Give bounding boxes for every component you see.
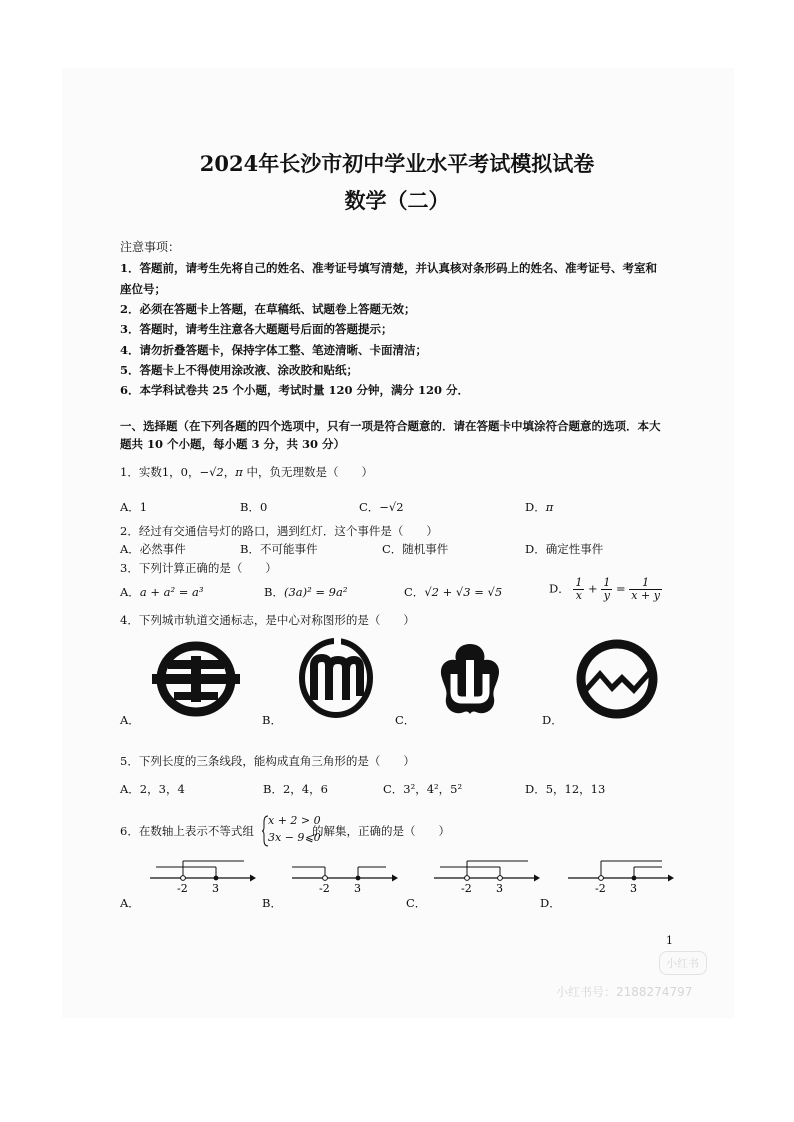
number-line-d xyxy=(564,858,674,894)
denominator: x + y xyxy=(631,589,660,602)
watermark-id: 小红书号：2188274797 xyxy=(556,985,693,999)
metro-logo-b-icon xyxy=(296,636,376,720)
tick-label: -2 xyxy=(595,882,606,894)
note-line: 3．答题时，请考生注意各大题题号后面的答题提示； xyxy=(120,322,393,336)
number-line-c xyxy=(430,858,540,894)
inequality-1: x + 2 > 0 xyxy=(268,814,321,827)
note-line: 2．必须在答题卡上答题，在草稿纸、试题卷上答题无效； xyxy=(120,302,416,316)
metro-logo-a-icon xyxy=(152,640,240,718)
numerator: 1 xyxy=(603,576,611,589)
tick-label: 3 xyxy=(630,882,637,894)
section-header: 题共 10 个小题，每小题 3 分，共 30 分） xyxy=(120,437,346,451)
option-b: B． xyxy=(262,896,282,910)
tick-label: 3 xyxy=(496,882,503,894)
tick-label: -2 xyxy=(177,882,188,894)
tick-label: -2 xyxy=(319,882,330,894)
stem-math: −√2 xyxy=(199,465,224,479)
option-b: B．2，4，6 xyxy=(263,782,328,796)
note-line: 4．请勿折叠答题卡，保持字体工整、笔迹清晰、卡面清洁； xyxy=(120,343,427,357)
exam-subtitle: 数学（二） xyxy=(344,188,450,213)
option-math: √2 + √3 = √5 xyxy=(424,585,503,599)
question-1-stem xyxy=(120,464,373,480)
fraction xyxy=(573,577,584,602)
option-math: π xyxy=(545,500,554,514)
notes-heading: 注意事项： xyxy=(120,240,181,254)
denominator: x xyxy=(575,589,582,602)
numerator: 1 xyxy=(575,576,583,589)
number-line-a xyxy=(146,858,256,894)
option-a: A．2，3，4 xyxy=(120,782,185,796)
note-line: 座位号； xyxy=(120,282,166,296)
option-d: D．5，12，13 xyxy=(525,782,606,796)
option-label: B． xyxy=(264,585,284,599)
option-c: C．随机事件 xyxy=(382,542,449,556)
operator: + xyxy=(588,581,598,596)
inequality-2: 3x − 9⩽0 xyxy=(268,831,321,844)
option-label: A． xyxy=(120,585,140,599)
number-line-b xyxy=(288,858,398,894)
question-2-stem: 2．经过有交通信号灯的路口，遇到红灯．这个事件是（ ） xyxy=(120,524,438,538)
exam-title: 2024年长沙市初中学业水平考试模拟试卷 xyxy=(199,151,595,176)
option-label: C． xyxy=(404,585,425,599)
option-a: A． xyxy=(120,896,140,910)
stem-math: π xyxy=(235,465,243,479)
fraction xyxy=(629,577,662,602)
option-a: A． xyxy=(120,713,140,727)
option-c: C． xyxy=(395,713,416,727)
stem-text: 中，负无理数是（ ） xyxy=(242,465,373,479)
option-d: D． xyxy=(540,896,561,910)
option-d: D． xyxy=(542,713,563,727)
option-b: B．不可能事件 xyxy=(240,542,318,556)
option-c xyxy=(404,584,502,600)
option-a xyxy=(120,584,204,600)
note-line: 1．答题前，请考生先将自己的姓名、准考证号填写清楚，并认真核对条形码上的姓名、准考证号、考室和 xyxy=(120,261,657,275)
fraction xyxy=(601,577,612,602)
option-a: A．1 xyxy=(120,500,148,514)
option-b: B．0 xyxy=(240,500,268,514)
option-b: B． xyxy=(262,713,282,727)
tick-label: -2 xyxy=(461,882,472,894)
option-d xyxy=(525,499,553,515)
question-3-stem: 3．下列计算正确的是（ ） xyxy=(120,561,277,575)
option-label: D． xyxy=(525,500,546,514)
question-4-stem: 4．下列城市轨道交通标志，是中心对称图形的是（ ） xyxy=(120,613,415,627)
tick-label: 3 xyxy=(354,882,361,894)
note-line: 5．答题卡上不得使用涂改液、涂改胶和贴纸； xyxy=(120,363,358,377)
option-b xyxy=(264,584,347,600)
stem-text: ， xyxy=(223,465,236,479)
page-number: 1 xyxy=(666,934,673,947)
question-6-stem-b: 的解集，正确的是（ ） xyxy=(312,824,450,838)
stem-text: 1．实数1，0， xyxy=(120,465,200,479)
option-c: C． xyxy=(406,896,427,910)
denominator: y xyxy=(603,589,610,602)
option-d xyxy=(549,577,662,602)
numerator: 1 xyxy=(629,577,662,590)
option-a: A．必然事件 xyxy=(120,542,186,556)
watermark-badge-text: 小红书 xyxy=(666,957,699,970)
option-c: C．3²，4²，5² xyxy=(383,782,463,796)
tick-label: 3 xyxy=(212,882,219,894)
question-6-stem-a: 6．在数轴上表示不等式组 xyxy=(120,824,254,838)
option-math: (3a)² = 9a² xyxy=(283,585,348,599)
question-5-stem: 5．下列长度的三条线段，能构成直角三角形的是（ ） xyxy=(120,754,415,768)
option-d: D．确定性事件 xyxy=(525,542,604,556)
option-math: a + a² = a³ xyxy=(139,585,204,599)
option-c: C．−√2 xyxy=(359,500,404,514)
operator: = xyxy=(616,581,626,596)
metro-logo-d-icon xyxy=(574,638,660,720)
section-header: 一、选择题（在下列各题的四个选项中，只有一项是符合题意的．请在答题卡中填涂符合题意的选项．本大 xyxy=(120,419,661,433)
option-label: D． xyxy=(549,581,570,596)
metro-logo-c-icon xyxy=(436,640,504,718)
note-line: 6．本学科试卷共 25 个小题，考试时量 120 分钟，满分 120 分． xyxy=(120,383,470,397)
